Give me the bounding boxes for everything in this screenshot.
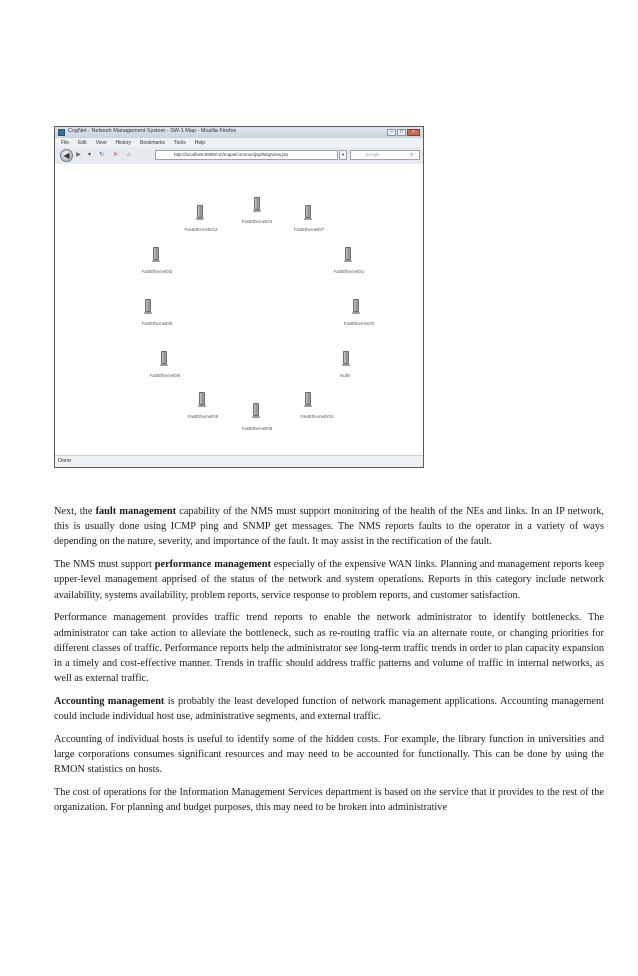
- firefox-app-icon: [58, 129, 65, 136]
- menu-edit[interactable]: Edit: [78, 139, 87, 146]
- paragraph-traffic-trends: Performance management provides traffic trend reports to enable the network administrator to identify bottlenecks. The administrator can take action to alleviate the bottleneck, such as re-routing traffic via an alternate route, or changing priorities for different classes of traffic. Performance reports help the administrator see long-term traffic trends in order to plan capacity expansion in a timely and cost-effective manner. Trends in traffic should address traffic patterns and volume of traffic in internal networks, as well as external traffic.: [54, 612, 604, 685]
- paragraph-performance-management: The NMS must support performance management especially of the expensive WAN links. Planning and management reports keep upper-level management apprised of the status of the network and system operations. Reports in this category include network availability, systems availability, problem reports, service response to problem reports, and customer satisfaction.: [54, 559, 604, 601]
- forward-arrow-icon[interactable]: ▶: [76, 152, 81, 158]
- node-label[interactable]: FastEthernet0/6: [149, 373, 181, 378]
- menu-view[interactable]: View: [95, 139, 107, 146]
- switch-port-icon[interactable]: [197, 205, 203, 218]
- menu-history[interactable]: History: [115, 139, 131, 146]
- address-dropdown-icon[interactable]: ▾: [339, 150, 347, 160]
- address-bar[interactable]: http://localhost:8080/cm/maps/common/jsp/MapView.jsp: [155, 150, 338, 160]
- history-dropdown-icon[interactable]: ▾: [88, 152, 92, 158]
- stop-icon[interactable]: ✕: [113, 152, 119, 158]
- switch-port-icon[interactable]: [305, 205, 311, 218]
- window-controls: [387, 129, 420, 136]
- reload-icon[interactable]: ↻: [99, 152, 105, 158]
- node-label[interactable]: FastEthernet0/8: [187, 414, 219, 419]
- paragraph-host-accounting: Accounting of individual hosts is useful to identify some of the hidden costs. For example, the library function in universities and large corporations consumes significant resources and may need to be accounted for functionally. This can be done by using the RMON statistics on hosts.: [54, 734, 604, 776]
- menu-help[interactable]: Help: [194, 139, 205, 146]
- switch-port-icon[interactable]: [161, 351, 167, 364]
- paragraph-fault-management: Next, the fault management capability of the NMS must support monitoring of the health of the NEs and links. In an IP network, this is usually done using ICMP ping and SNMP get messages. The NMS reports faults to the operator in a variety of ways depending on the nature, severity, and importance of the fault. It may assist in the rectification of the fault.: [54, 506, 604, 548]
- search-input[interactable]: Google: [350, 150, 420, 160]
- switch-port-icon[interactable]: [199, 392, 205, 405]
- window-title: CogNet - Network Management System - SW-1 Map - Mozilla Firefox: [68, 128, 237, 134]
- close-icon[interactable]: ×: [407, 129, 420, 136]
- node-label[interactable]: FastEthernet0/3: [141, 269, 173, 274]
- switch-port-icon[interactable]: [343, 351, 349, 364]
- node-label[interactable]: FastEthernet0/4: [241, 219, 273, 224]
- minimize-icon[interactable]: –: [387, 129, 396, 136]
- node-label[interactable]: FastEthernet0/12: [184, 227, 218, 232]
- node-label[interactable]: Null0: [340, 373, 350, 378]
- switch-port-icon[interactable]: [254, 197, 260, 210]
- paragraph-cost-of-operations: The cost of operations for the Information Management Services department is based on the service that it provides to the rest of the organization. For planning and budget purposes, this may need to be broken into administrative: [54, 787, 604, 814]
- node-label[interactable]: FastEthernet0/10: [300, 414, 334, 419]
- switch-port-icon[interactable]: [305, 392, 311, 405]
- menu-file[interactable]: File: [61, 139, 70, 146]
- back-arrow-icon[interactable]: ◀: [60, 149, 73, 162]
- switch-port-icon[interactable]: [345, 247, 351, 260]
- paragraph-accounting-management: Accounting management is probably the least developed function of network management applications. Accounting management could include individual host use, administrative segments, and external traffic.: [54, 696, 604, 723]
- menu-tools[interactable]: Tools: [174, 139, 186, 146]
- maximize-icon[interactable]: □: [397, 129, 406, 136]
- network-map-screenshot: [54, 126, 424, 468]
- status-bar: Done: [55, 455, 423, 467]
- node-label[interactable]: FastEthernet0/5: [141, 321, 173, 326]
- node-label[interactable]: FastEthernet0/7: [293, 227, 325, 232]
- switch-port-icon[interactable]: [353, 299, 359, 312]
- node-label[interactable]: FastEthernet0/1: [333, 269, 365, 274]
- switch-port-icon[interactable]: [253, 403, 259, 416]
- switch-port-icon[interactable]: [145, 299, 151, 312]
- navigation-toolbar: [55, 147, 423, 165]
- term-fault-management: fault management: [95, 506, 177, 517]
- network-map-canvas: [55, 164, 423, 456]
- node-label[interactable]: FastEthernet0/9: [241, 426, 273, 431]
- document-body: [54, 504, 604, 823]
- term-accounting-management: Accounting management: [54, 696, 165, 708]
- term-performance-management: performance management: [154, 559, 271, 571]
- node-label[interactable]: FastEthernet0/2: [343, 321, 375, 326]
- search-icon[interactable]: ⌕: [410, 152, 414, 158]
- home-icon[interactable]: ⌂: [127, 152, 131, 158]
- menu-bookmarks[interactable]: Bookmarks: [140, 139, 166, 146]
- switch-port-icon[interactable]: [153, 247, 159, 260]
